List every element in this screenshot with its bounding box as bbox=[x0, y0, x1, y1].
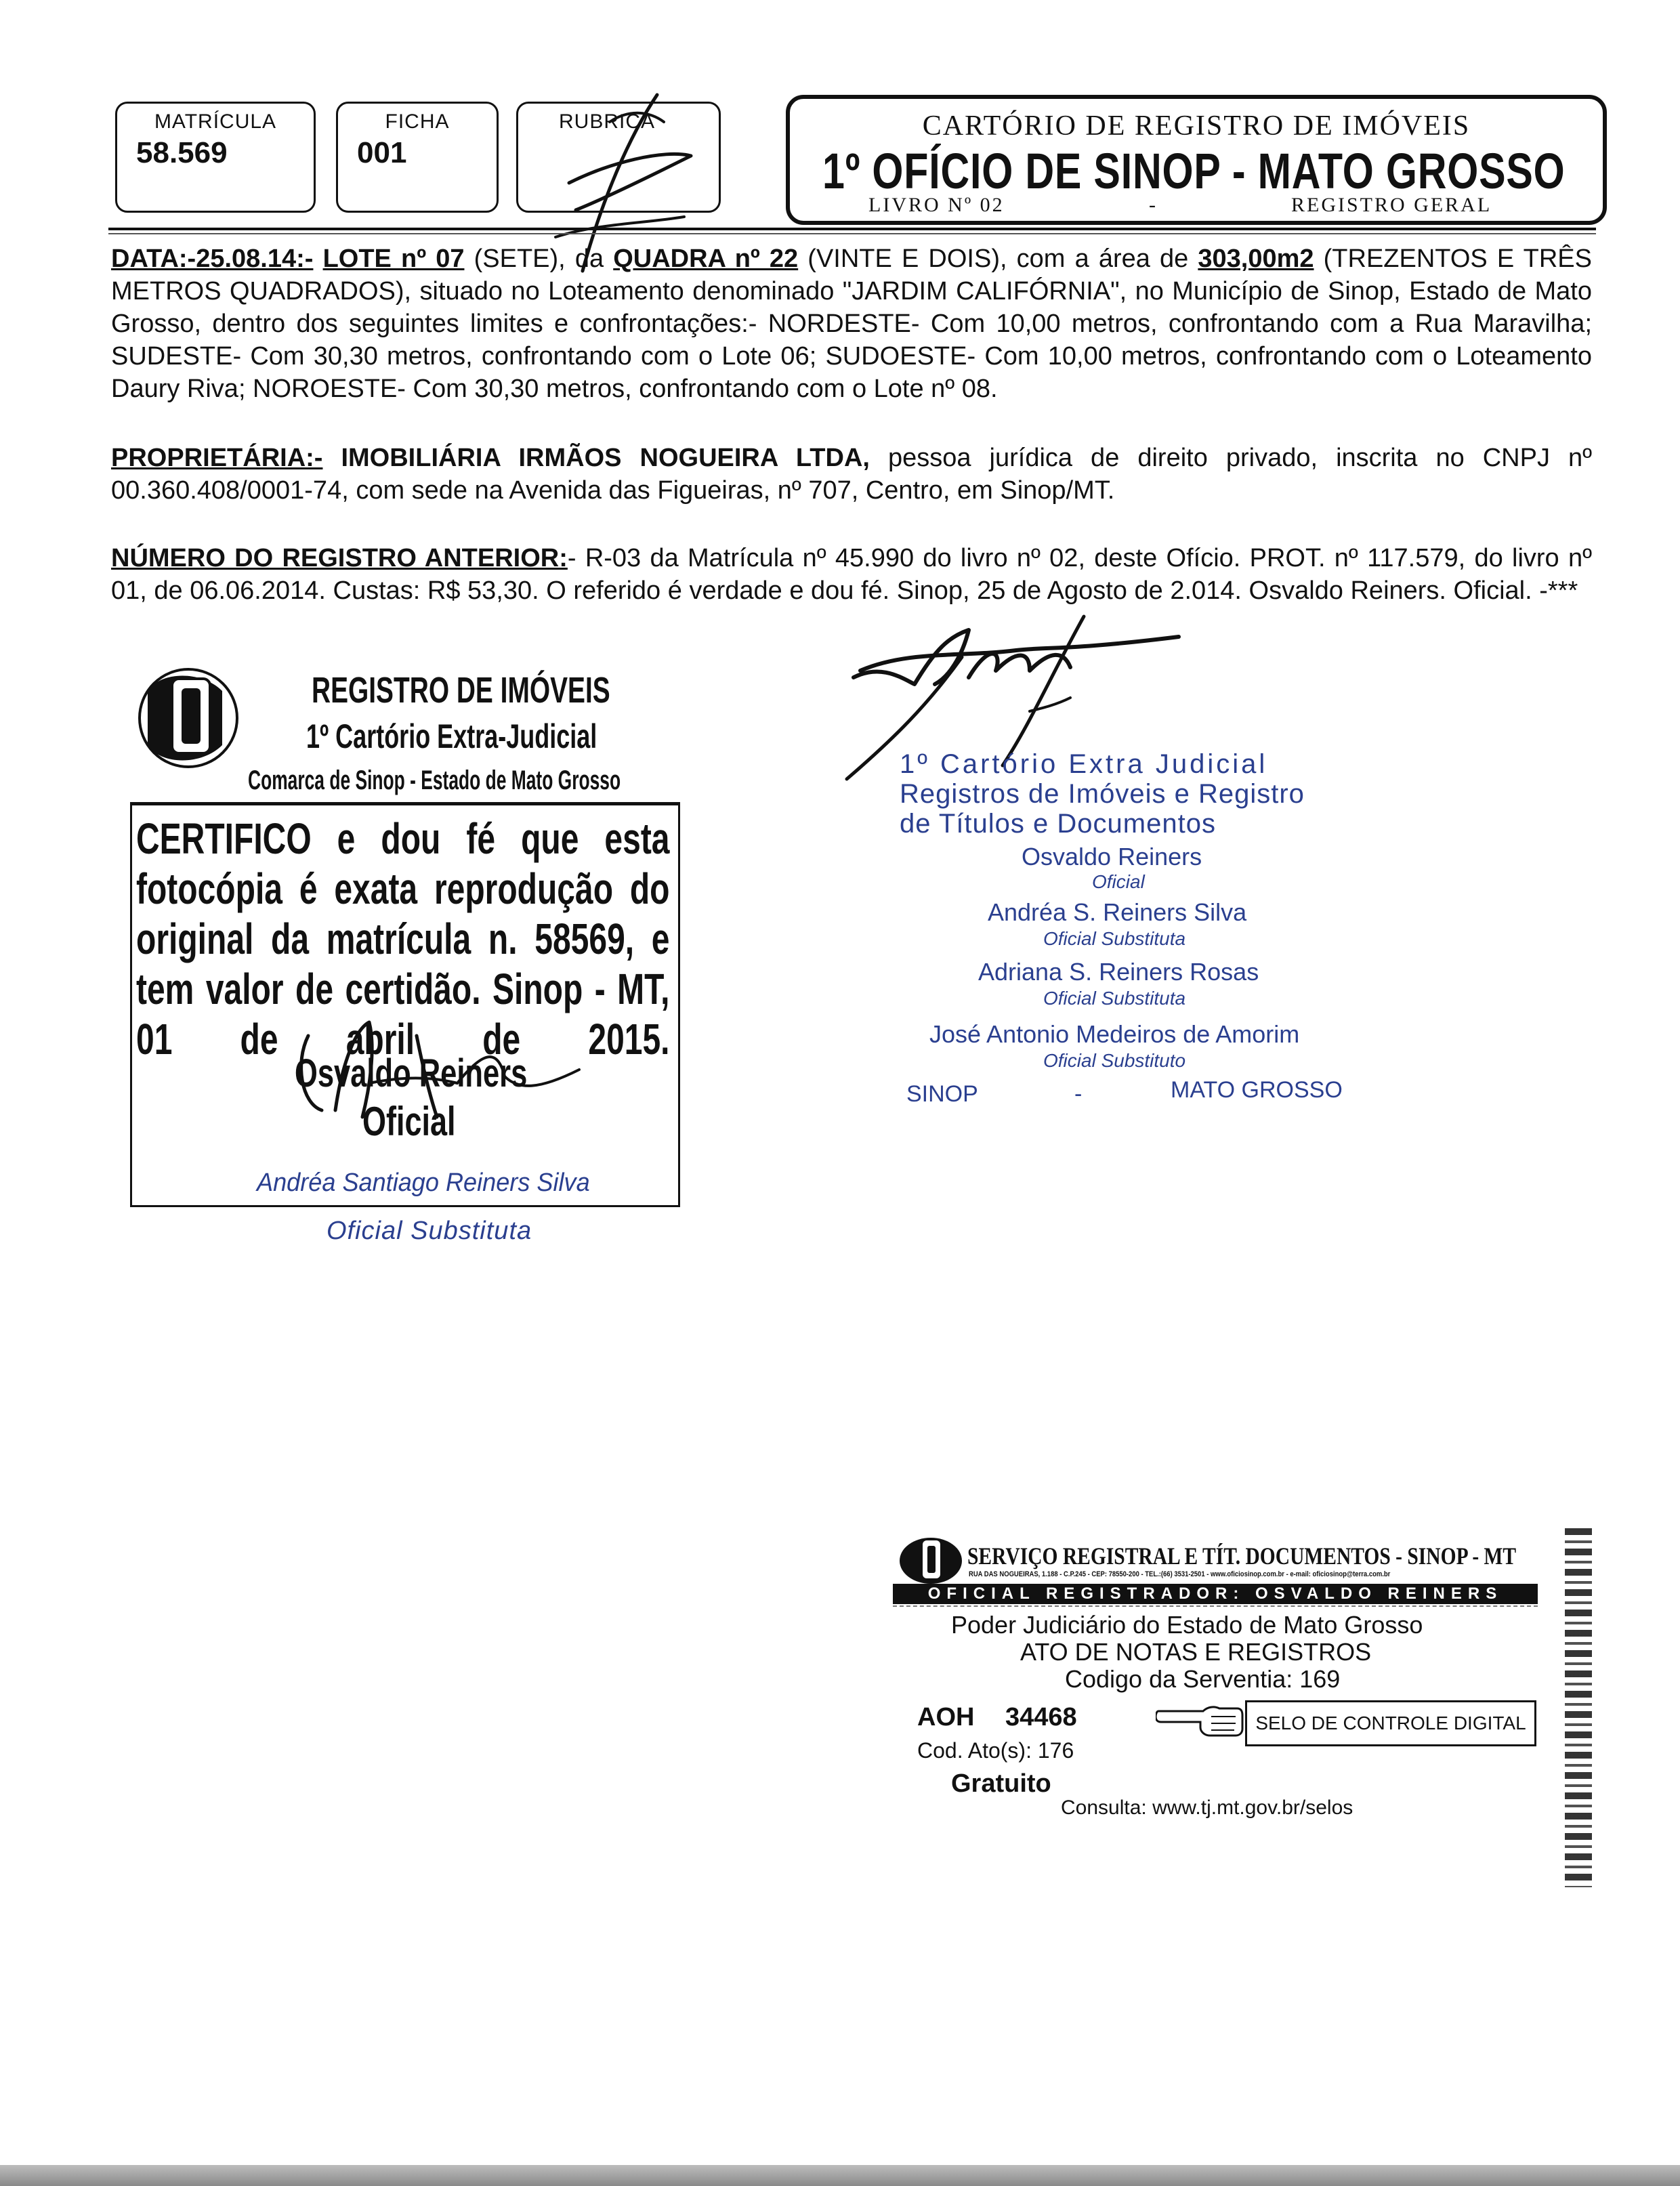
registro-imoveis-logo bbox=[127, 664, 247, 772]
certifico-sub-role: Oficial Substituta bbox=[327, 1217, 532, 1245]
header-rule-thin bbox=[108, 233, 1596, 234]
certifico-box bbox=[130, 802, 680, 1207]
p3: - R-03 da Matrícula nº 45.990 do livro nº 02, deste Ofício. PROT. nº 117.579, do livro nº 01, de 06.06.2014. Custas: R$ 53,30. O referido é verdade e dou fé. Sinop, 25 de Agosto de 2.014. Osvaldo Reiners. Oficial. -*** bbox=[111, 544, 1592, 605]
livro-dash: - bbox=[1149, 194, 1158, 216]
person-4-name: José Antonio Medeiros de Amorim bbox=[929, 1020, 1300, 1048]
selo-gratuito: Gratuito bbox=[951, 1769, 1051, 1798]
proprietaria-name: IMOBILIÁRIA IRMÃOS NOGUEIRA LTDA, bbox=[322, 444, 870, 472]
stamp-city-dash: - bbox=[1074, 1081, 1083, 1107]
registros-line: Registros de Imóveis e Registro bbox=[900, 779, 1305, 809]
registro-paragraph-3 bbox=[111, 542, 1592, 607]
person-4-role: Oficial Substituto bbox=[1043, 1050, 1186, 1071]
cartorio-line: CARTÓRIO DE REGISTRO DE IMÓVEIS bbox=[922, 110, 1471, 142]
p1-b: (VINTE E DOIS), com a área de bbox=[798, 245, 1198, 273]
oficio-small-seal-icon bbox=[898, 1536, 963, 1585]
selo-consulta: Consulta: www.tj.mt.gov.br/selos bbox=[1061, 1796, 1353, 1819]
selo-service: SERVIÇO REGISTRAL E TÍT. DOCUMENTOS - SINOP - MT bbox=[967, 1542, 1517, 1570]
stamp-comarca: Comarca de Sinop - Estado de Mato Grosso bbox=[248, 765, 621, 795]
selo-numero: 34468 bbox=[1005, 1703, 1077, 1731]
registro-paragraph-1 bbox=[111, 243, 1592, 405]
p1-c: (TREZENTOS E TRÊS METROS QUADRADOS), situado no Loteamento denominado "JARDIM CALIFÓRNIA", no Município de Sinop, Estado de Mato Grosso, dentro dos seguintes limites e confrontações:- NORDESTE- Com 10,00 metros, confrontando com a Rua Maravilha; SUDESTE- Com 30,30 metros, confrontando com o Lote 06; SUDOESTE- Com 10,00 metros, confrontando com o Loteamento Daury Riva; NOROESTE- Com 30,30 metros, confrontando com o Lote nº 08. bbox=[111, 245, 1592, 403]
cartorio-header-box bbox=[786, 95, 1607, 225]
stamp-city: SINOP bbox=[906, 1081, 978, 1107]
selo-controle-digital: SELO DE CONTROLE DIGITAL bbox=[1245, 1700, 1536, 1746]
matricula-label: MATRÍCULA bbox=[154, 110, 277, 133]
selo-cod-ato: Cod. Ato(s): 176 bbox=[917, 1738, 1074, 1763]
lote-label: LOTE nº 07 bbox=[322, 245, 465, 273]
ficha-box bbox=[336, 102, 499, 213]
person-1-name: Osvaldo Reiners bbox=[1022, 843, 1202, 870]
proprietaria-label: PROPRIETÁRIA:- bbox=[111, 444, 323, 472]
header-rule bbox=[108, 228, 1596, 230]
livro-registro: REGISTRO GERAL bbox=[1291, 194, 1492, 216]
person-1-role: Oficial bbox=[1092, 871, 1145, 892]
selo-codigo: Codigo da Serventia: 169 bbox=[1065, 1665, 1341, 1693]
selo-dashed-rule bbox=[893, 1605, 1538, 1607]
oficio-line: 1º OFÍCIO DE SINOP - MATO GROSSO bbox=[822, 143, 1566, 199]
data-label: DATA:-25.08.14:- bbox=[111, 245, 314, 273]
selo-serie: AOH bbox=[917, 1703, 975, 1731]
matricula-value: 58.569 bbox=[136, 136, 228, 169]
selo-ato: ATO DE NOTAS E REGISTROS bbox=[1020, 1638, 1372, 1666]
person-3-role: Oficial Substituta bbox=[1043, 988, 1186, 1009]
stamp-subtitle: 1º Cartório Extra-Judicial bbox=[306, 717, 597, 755]
selo-logo bbox=[898, 1536, 963, 1585]
person-2-role: Oficial Substituta bbox=[1043, 928, 1186, 949]
p1-a: (SETE), da bbox=[464, 245, 614, 273]
person-3-name: Adriana S. Reiners Rosas bbox=[978, 958, 1259, 986]
certifico-text: CERTIFICO e dou fé que esta fotocópia é exata reprodução do original da matrícula n. 58569, e tem valor de certidão. Sinop - MT, 01 de abril de 2015. bbox=[136, 814, 670, 1064]
matricula-box bbox=[115, 102, 316, 213]
registro-paragraph-2 bbox=[111, 442, 1592, 507]
scan-bottom-strip bbox=[0, 2165, 1680, 2186]
area-value: 303,00m2 bbox=[1198, 245, 1314, 273]
stamp-state: MATO GROSSO bbox=[1171, 1077, 1343, 1103]
scan-edge-artifact bbox=[1565, 1528, 1592, 1887]
ficha-value: 001 bbox=[357, 136, 407, 169]
registro-anterior-label: NÚMERO DO REGISTRO ANTERIOR: bbox=[111, 544, 568, 572]
selo-address: RUA DAS NOGUEIRAS, 1.188 - C.P.245 - CEP: 78550-200 - TEL.:(66) 3531-2501 - www.oficiosinop.com.br - e-mail: oficiosinop@terra.com.br bbox=[969, 1570, 1391, 1578]
selo-poder: Poder Judiciário do Estado de Mato Grosso bbox=[951, 1611, 1423, 1639]
person-2-name: Andréa S. Reiners Silva bbox=[988, 898, 1247, 926]
certifico-name: Osvaldo Reiners bbox=[295, 1051, 528, 1095]
livro-number: LIVRO Nº 02 bbox=[868, 194, 1005, 216]
certifico-sub-name: Andréa Santiago Reiners Silva bbox=[257, 1169, 590, 1197]
certifico-role: Oficial bbox=[362, 1099, 456, 1144]
titulos-line: de Títulos e Documentos bbox=[900, 809, 1216, 839]
extra-judicial-line: 1º Cartório Extra Judicial bbox=[900, 749, 1268, 779]
quadra-label: QUADRA nº 22 bbox=[613, 245, 799, 273]
selo-band: OFICIAL REGISTRADOR: OSVALDO REINERS bbox=[893, 1584, 1538, 1604]
oficio-seal-icon bbox=[127, 664, 247, 772]
p2: pessoa jurídica de direito privado, inscrita no CNPJ nº 00.360.408/0001-74, com sede na Avenida das Figueiras, nº 707, Centro, em Sinop/MT. bbox=[111, 444, 1592, 505]
stamp-title: REGISTRO DE IMÓVEIS bbox=[312, 670, 610, 711]
pointing-hand-icon bbox=[1156, 1702, 1244, 1738]
rubrica-label: RUBRICA bbox=[559, 110, 656, 133]
ficha-label: FICHA bbox=[385, 110, 450, 133]
